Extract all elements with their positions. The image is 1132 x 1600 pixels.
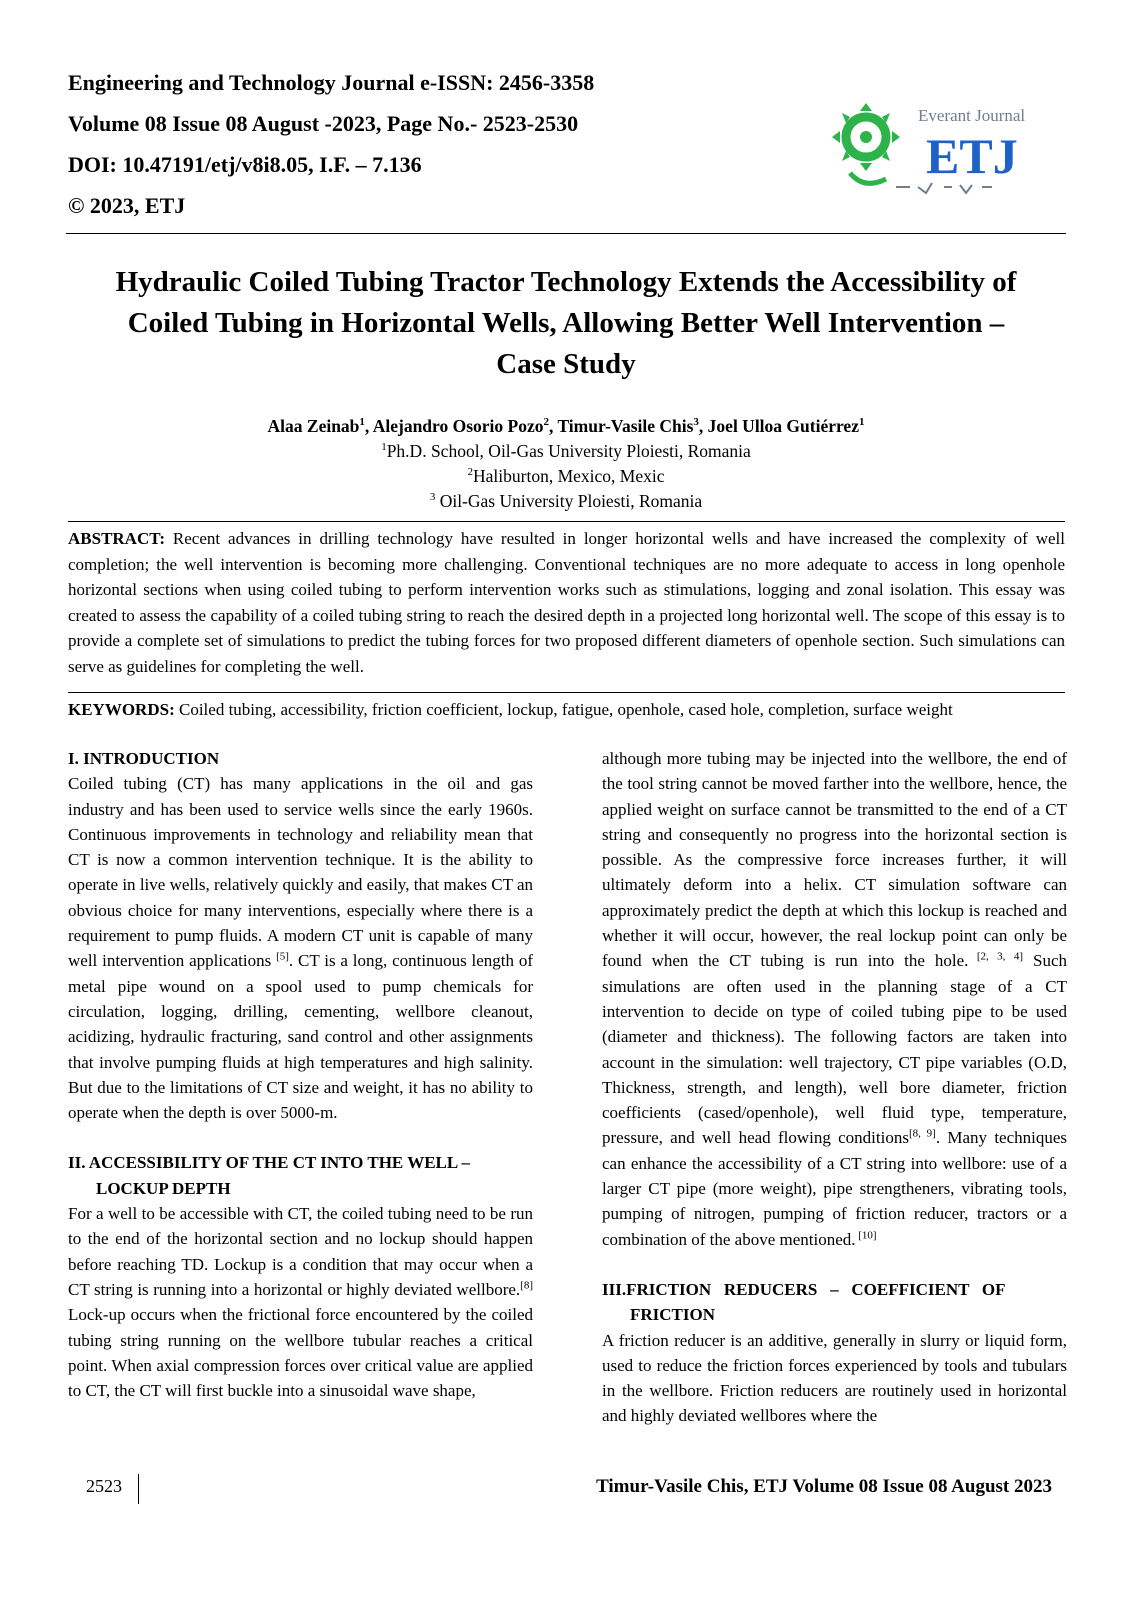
s1-text-b: . CT is a long, continuous length of metal pipe wound on a spool used to pump chemicals for circulation, logging, drilling, cementing, wellbore cleanout, acidizing, hydraulic fracturing, sand control and other assignments that involve pumping fluids at high temperatures and high salinity. But due to the limitations of CT size and weight, it has no ability to operate when the depth is over 5000-m.	[68, 951, 534, 1123]
section-1-heading: I. INTRODUCTION	[68, 749, 220, 768]
etj-logo	[826, 95, 1036, 200]
volume-info: Volume 08 Issue 08 August -2023, Page No.- 2523-2530	[68, 111, 579, 136]
citation: [8]	[520, 1279, 533, 1292]
author-4: Joel Ulloa Gutiérrez	[707, 416, 859, 436]
section-2-heading	[68, 1150, 533, 1201]
section-2-continued	[602, 746, 1067, 1252]
author-list: Alaa Zeinab$^1$, Alejandro Osorio Pozo$^2$, Timur-Vasile Chis$^3$, Joel Ulloa Gutiérrez$^1$	[267, 416, 865, 436]
abstract-label: ABSTRACT:	[68, 529, 165, 548]
affiliation-1	[66, 439, 1066, 464]
r-text-c: . Many techniques can enhance the accessibility of a CT string into wellbore: use of a larger CT pipe (more weight), pipe strengtheners, vibrating tools, pumping of nitrogen, pumping of friction reducer, tractors or a combination of the above mentioned.	[602, 1128, 1068, 1249]
author-1: Alaa Zeinab	[267, 416, 360, 436]
paper-title	[66, 262, 1066, 385]
running-footer: Timur-Vasile Chis, ETJ Volume 08 Issue 08 August 2023	[596, 1476, 1052, 1497]
aff-3-text: Oil-Gas University Ploiesti, Romania	[435, 491, 703, 511]
journal-header	[68, 62, 594, 226]
s2-heading-line-1: II. ACCESSIBILITY OF THE CT INTO THE WELL –	[68, 1153, 471, 1173]
s2-heading-line-2: LOCKUP DEPTH	[96, 1178, 231, 1198]
footer-divider	[138, 1474, 139, 1504]
abstract-text: Recent advances in drilling technology have resulted in longer horizontal wells and have increased the complexity of well completion; the well intervention is becoming more challenging. Conventional techniques are no more adequate to access in long openhole horizontal sections when using coiled tubing to perform intervention works such as stimulations, logging and zonal isolation. This essay was created to assess the capability of a coiled tubing string to reach the desired depth in a projected long horizontal well. The scope of this essay is to provide a complete set of simulations to predict the tubing forces for two proposed different diameters of openhole section. Such simulations can serve as guidelines for completing the well.	[68, 529, 1065, 676]
keywords	[68, 698, 1065, 722]
author-4-affil: 1	[858, 416, 865, 429]
r-text-a: although more tubing may be injected into the wellbore, the end of the tool string cannot be moved farther into the wellbore, hence, the applied weight on surface cannot be transmitted to the end of a CT string and consequently no progress into the horizontal section is possible. As the compressive force increases further, it will ultimately deform into a helix. CT simulation software can approximately predict the depth at which this lockup is reached and whether it will occur, however, the real lockup point can only be found when the CT tubing is run into the hole.	[602, 749, 1067, 971]
affiliation-3	[66, 489, 1066, 514]
section-3-heading	[602, 1277, 1067, 1328]
r-text-b: Such simulations are often used in the planning stage of a CT intervention to decide on type of coiled tubing pipe to be used (diameter and thickness). The following factors are taken into account in the simulation: well trajectory, CT pipe variables (O.D, Thickness, strength, and length), well bore diameter, friction coefficients (cased/openhole), well fluid type, temperature, pressure, and well head flowing conditions	[602, 951, 1067, 1148]
s2-text-b: Lock-up occurs when the frictional force encountered by the coiled tubing string running on the wellbore tubular reaches a critical point. When axial compression forces over critical value are applied to CT, the CT will first buckle into a sinusoidal wave shape,	[68, 1305, 533, 1401]
title-line-2: Coiled Tubing in Horizontal Wells, Allowing Better Well Intervention –	[127, 307, 1005, 339]
author-3-affil: 3	[693, 416, 699, 429]
abstract	[68, 526, 1065, 679]
right-column	[602, 746, 1067, 1429]
journal-name: Engineering and Technology Journal e-ISSN: 2456-3358	[68, 70, 595, 95]
section-2-paragraph	[68, 1201, 533, 1403]
aff-1-text: Ph.D. School, Oil-Gas University Ploiesti, Romania	[386, 441, 751, 461]
logo-text-main: ETJ	[926, 128, 1018, 184]
authors-block	[66, 414, 1066, 514]
header-divider	[66, 233, 1066, 234]
author-2-affil: 2	[543, 416, 549, 429]
doi-info: DOI: 10.47191/etj/v8i8.05, I.F. – 7.136	[68, 152, 422, 177]
title-line-3: Case Study	[496, 348, 636, 380]
s3-heading-line-1: III.FRICTION REDUCERS – COEFFICIENT OF	[602, 1279, 1006, 1299]
citation: [10]	[855, 1228, 877, 1241]
author-1-affil: 1	[359, 416, 365, 429]
aff-1-num: 1	[381, 441, 387, 454]
citation: [8, 9]	[908, 1127, 936, 1140]
copyright: © 2023, ETJ	[68, 193, 186, 218]
title-line-1: Hydraulic Coiled Tubing Tractor Technology Extends the Accessibility of	[115, 266, 1017, 298]
s3-heading-line-2: FRICTION	[630, 1305, 716, 1325]
aff-2-text: Haliburton, Mexico, Mexic	[473, 466, 665, 486]
section-1-paragraph	[68, 771, 533, 1125]
gear-icon	[832, 103, 900, 183]
abstract-bottom-rule	[68, 692, 1065, 693]
abstract-top-rule	[68, 521, 1065, 522]
left-column	[68, 746, 533, 1403]
keywords-text: Coiled tubing, accessibility, friction coefficient, lockup, fatigue, openhole, cased hole, completion, surface weight	[178, 700, 953, 719]
keywords-label: KEYWORDS:	[68, 700, 175, 719]
s1-text-a: Coiled tubing (CT) has many applications in the oil and gas industry and has been used to service wells since the early 1960s. Continuous improvements in technology and reliability mean that CT is now a common intervention technique. It is the ability to operate in live wells, relatively quickly and easily, that makes CT an obvious choice for many interventions, especially where there is a requirement to pump fluids. A modern CT unit is capable of many well intervention applications	[68, 774, 533, 971]
affiliation-2	[66, 464, 1066, 489]
citation: [5]	[276, 950, 289, 963]
aff-3-num: 3	[429, 491, 436, 504]
author-2: Alejandro Osorio Pozo	[372, 416, 544, 436]
s2-text-a: For a well to be accessible with CT, the coiled tubing need to be run to the end of the horizontal section and no lockup should happen before reaching TD. Lockup is a condition that may occur when a CT string is running into a horizontal or highly deviated wellbore.	[68, 1204, 533, 1299]
citation: [2, 3, 4]	[968, 950, 1024, 963]
author-3: Timur-Vasile Chis	[557, 416, 694, 436]
section-3-paragraph: A friction reducer is an additive, generally in slurry or liquid form, used to reduce the friction forces experienced by tools and tubulars in the wellbore. Friction reducers are routinely used in horizontal and highly deviated wellbores where the	[602, 1330, 1067, 1426]
logo-text-top: Everant Journal	[918, 106, 1026, 125]
page-number: 2523	[86, 1476, 122, 1496]
aff-2-num: 2	[467, 466, 473, 479]
